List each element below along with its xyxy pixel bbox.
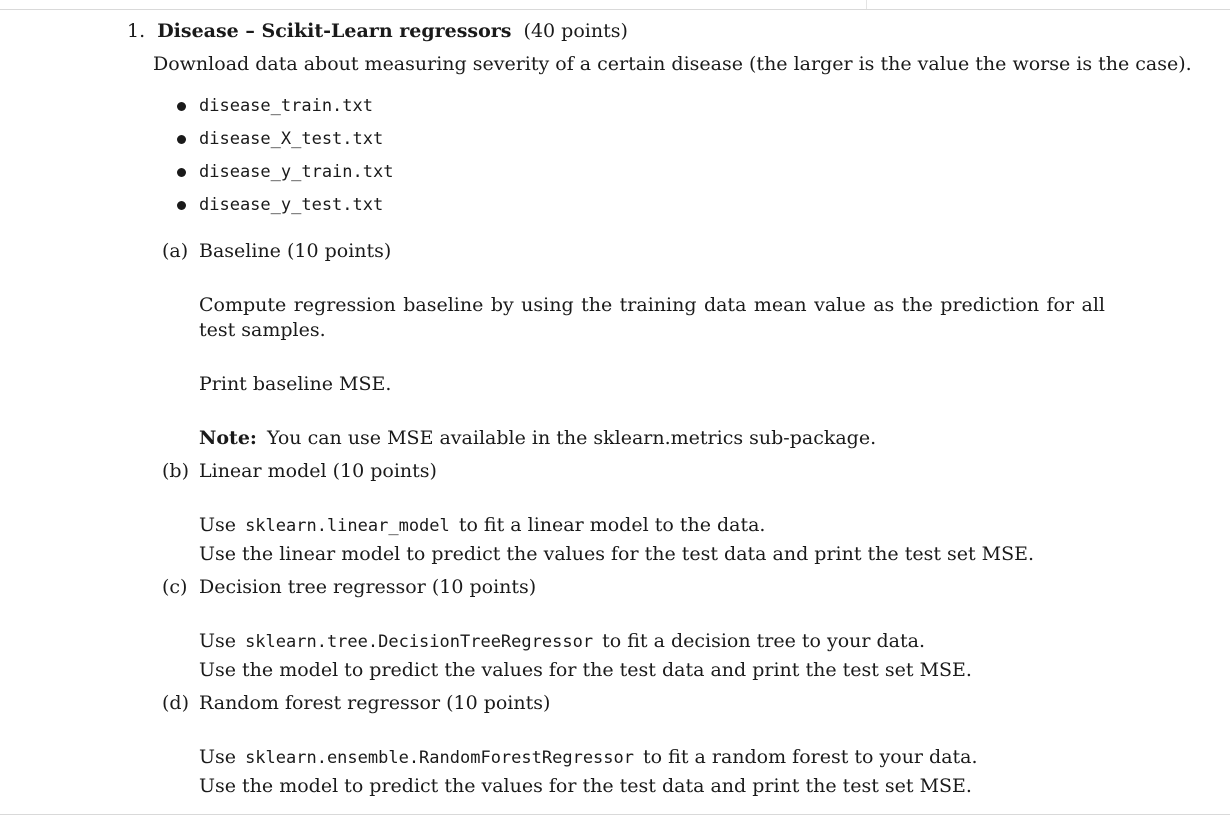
part-d-label: (d) [162, 692, 189, 714]
part-d-use-line [199, 745, 978, 770]
file-item: disease_X_test.txt [199, 129, 384, 149]
code-sklearn-linear-model: sklearn.linear_model [245, 516, 450, 536]
problem-title: Disease – Scikit-Learn regressors [157, 20, 512, 42]
bullet-icon [177, 102, 186, 111]
bullet-icon [177, 201, 186, 210]
part-a-paragraph: Compute regression baseline by using the training data mean value as the prediction for all test samples. [199, 294, 1105, 341]
problem-points: (40 points) [523, 20, 628, 42]
bullet-icon [177, 168, 186, 177]
part-b-predict-line: Use the linear model to predict the values for the test data and print the test set MSE. [199, 543, 1035, 565]
use-rest: to fit a random forest to your data. [643, 746, 978, 768]
problem-heading [127, 19, 628, 44]
part-b-label: (b) [162, 460, 189, 482]
code-random-forest-regressor: sklearn.ensemble.RandomForestRegressor [245, 748, 634, 768]
part-b-use-line [199, 513, 765, 538]
part-c-predict-line: Use the model to predict the values for the test data and print the test set MSE. [199, 659, 972, 681]
problem-number: 1. [127, 20, 146, 42]
use-word: Use [199, 514, 237, 536]
problem-intro: Download data about measuring severity of a certain disease (the larger is the value the worse is the case). [153, 53, 1192, 75]
part-c-heading: Decision tree regressor (10 points) [199, 576, 537, 598]
bottom-page-border [0, 814, 1230, 815]
part-c-use-line [199, 629, 925, 654]
bullet-icon [177, 135, 186, 144]
part-a-label: (a) [162, 240, 189, 262]
note-label: Note: [199, 427, 257, 449]
part-b-heading: Linear model (10 points) [199, 460, 437, 482]
file-item: disease_y_test.txt [199, 195, 384, 215]
file-item: disease_y_train.txt [199, 162, 394, 182]
use-word: Use [199, 746, 237, 768]
use-word: Use [199, 630, 237, 652]
part-a-heading: Baseline (10 points) [199, 240, 392, 262]
top-page-border [0, 9, 1230, 10]
note-text: You can use MSE available in the sklearn.metrics sub-package. [266, 427, 877, 449]
top-page-tick [866, 0, 867, 9]
use-rest: to fit a decision tree to your data. [602, 630, 925, 652]
part-d-predict-line: Use the model to predict the values for the test data and print the test set MSE. [199, 775, 972, 797]
part-a-print-text: Print baseline MSE. [199, 373, 392, 395]
use-rest: to fit a linear model to the data. [458, 514, 766, 536]
file-item: disease_train.txt [199, 96, 373, 116]
part-a-note [199, 426, 876, 451]
code-decision-tree-regressor: sklearn.tree.DecisionTreeRegressor [245, 632, 594, 652]
part-d-heading: Random forest regressor (10 points) [199, 692, 551, 714]
part-c-label: (c) [162, 576, 188, 598]
